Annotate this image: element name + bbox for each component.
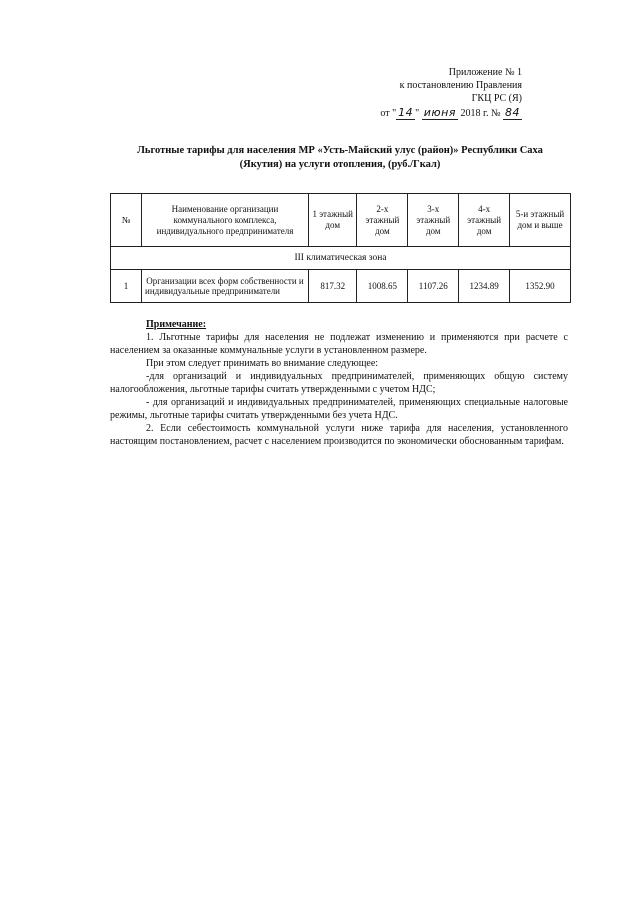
tariff-table <box>110 193 571 303</box>
date-day: 14 <box>398 106 414 119</box>
table-row <box>111 270 571 303</box>
appendix-authority: ГКЦ РС (Я) <box>471 93 522 104</box>
header-organization: Наименование организации коммунального комплекса, индивидуального предпринимателя <box>142 194 309 247</box>
header-4-floor: 4-х этажный дом <box>459 194 510 247</box>
title-line-2: (Якутия) на услуги отопления, (руб./Гкал) <box>239 159 441 170</box>
climate-zone-row <box>111 247 571 270</box>
header-1-floor: 1 этажный дом <box>309 194 357 247</box>
notes-block <box>110 318 568 448</box>
date-quote: " <box>415 108 420 119</box>
header-2-floor: 2-х этажный дом <box>357 194 408 247</box>
row-value-2-floor: 1008.65 <box>357 270 408 303</box>
note-paragraph-1: 1. Льготные тарифы для населения не подлежат изменению и применяются при расчете с населением за оказанные коммунальные услуги в установленном размере. <box>110 332 568 356</box>
appendix-date-line <box>380 106 522 120</box>
date-year: 2018 г. № <box>460 108 501 119</box>
row-organization: Организации всех форм собственности и индивидуальные предприниматели <box>142 270 309 303</box>
row-value-1-floor: 817.32 <box>309 270 357 303</box>
date-prefix: от " <box>380 108 397 119</box>
row-value-5-floor: 1352.90 <box>510 270 571 303</box>
title-line-1: Льготные тарифы для населения МР «Усть-Майский улус (район)» Республики Саха <box>137 145 543 156</box>
appendix-number: Приложение № 1 <box>448 67 522 78</box>
row-value-4-floor: 1234.89 <box>459 270 510 303</box>
header-number: № <box>111 194 142 247</box>
note-paragraph-5: 2. Если себестоимость коммунальной услуги ниже тарифа для населения, установленного настоящим постановлением, расчет с населением производится по экономически обоснованным тарифам. <box>110 423 568 447</box>
table-header-row <box>111 194 571 247</box>
climate-zone: III климатическая зона <box>111 247 571 270</box>
header-5-floor: 5-и этажный дом и выше <box>510 194 571 247</box>
notes-heading: Примечание: <box>146 319 207 330</box>
note-paragraph-4: - для организаций и индивидуальных предпринимателей, применяющих специальные налоговые режимы, льготные тарифы считать утвержденными без учета НДС. <box>110 397 568 421</box>
note-paragraph-2: При этом следует принимать во внимание следующее: <box>146 358 379 369</box>
row-number: 1 <box>111 270 142 303</box>
document-title <box>120 144 560 172</box>
date-month: июня <box>423 106 456 119</box>
header-3-floor: 3-х этажный дом <box>408 194 459 247</box>
appendix-resolution: к постановлению Правления <box>399 80 522 91</box>
note-paragraph-3: -для организаций и индивидуальных предпринимателей, применяющих общую систему налогообложения, льготные тарифы считать утвержденными с учетом НДС; <box>110 371 568 395</box>
resolution-number: 84 <box>505 106 520 119</box>
appendix-block <box>380 66 522 120</box>
row-value-3-floor: 1107.26 <box>408 270 459 303</box>
